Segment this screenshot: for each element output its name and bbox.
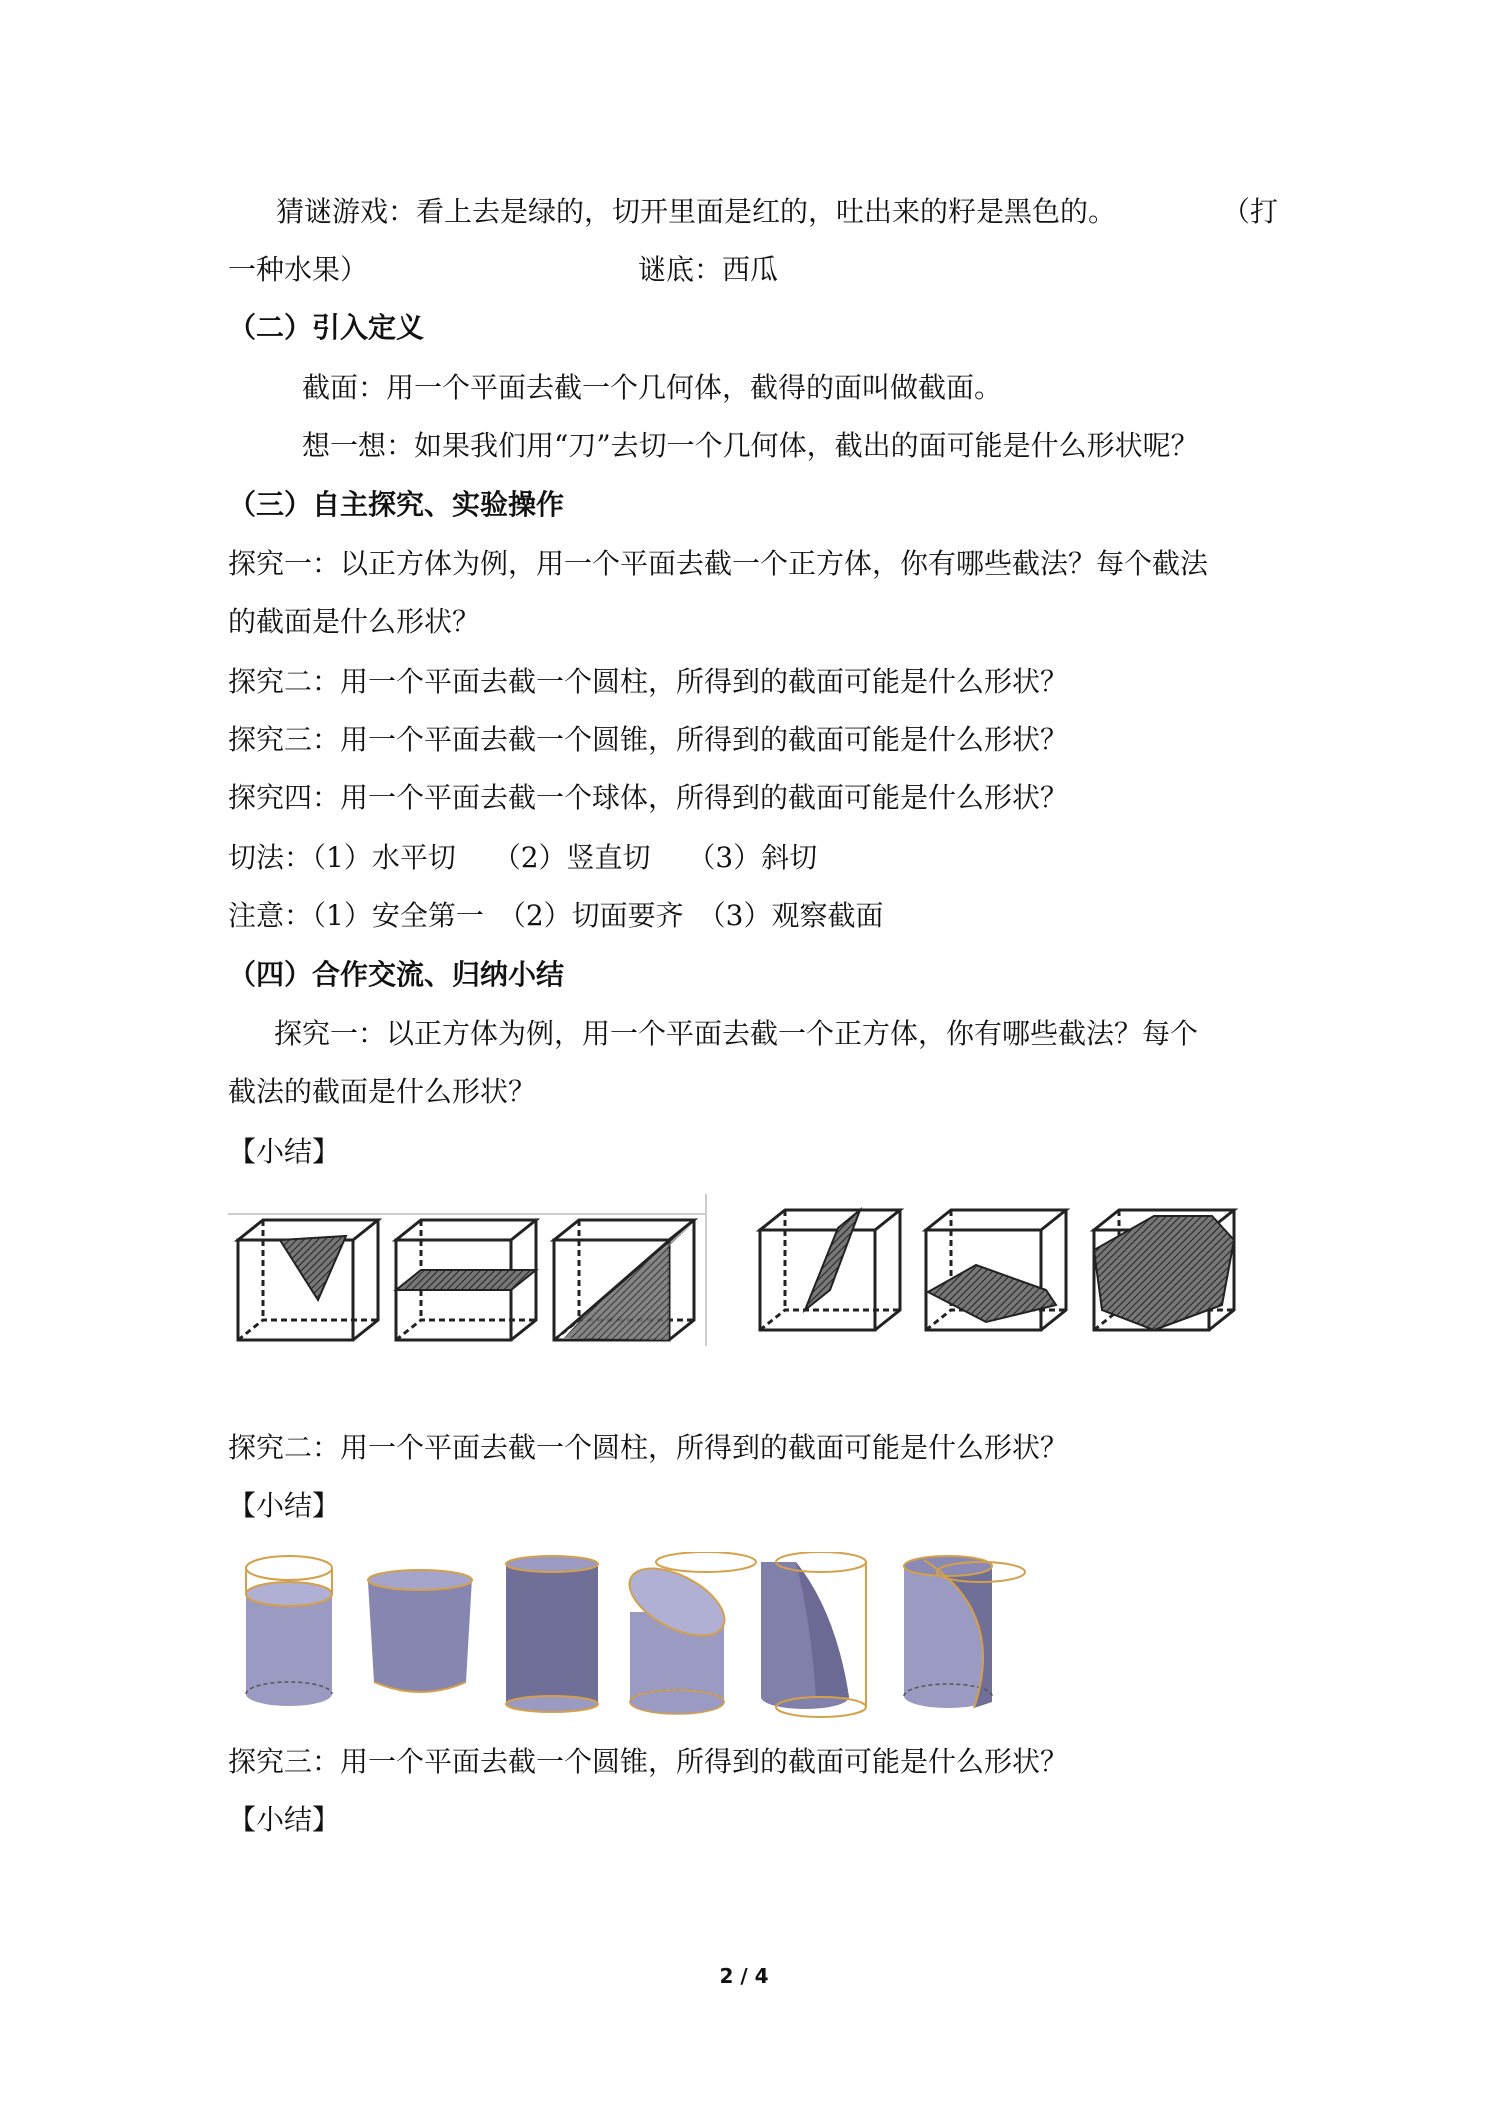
cube-sections-figure xyxy=(228,1190,1258,1350)
cylinder-curved-section xyxy=(904,1556,1025,1708)
explore2-text: 探究二：用一个平面去截一个圆柱，所得到的截面可能是什么形状？ xyxy=(228,665,1069,698)
summary-explore1-text-a: 探究一：以正方体为例，用一个平面去截一个正方体，你有哪些截法？每个 xyxy=(274,1017,1199,1050)
cylinder-circle-section xyxy=(246,1556,332,1706)
section-heading-4: （四）合作交流、归纳小结 xyxy=(228,958,565,991)
section-heading-3: （三）自主探究、实验操作 xyxy=(228,488,565,521)
think-text: 想一想：如果我们用“刀”去切一个几何体，截出的面可能是什么形状呢？ xyxy=(302,429,1199,462)
cube-parallelogram-section xyxy=(760,1210,900,1330)
riddle-text: 猜谜游戏：看上去是绿的，切开里面是红的，吐出来的籽是黑色的。 xyxy=(276,195,1117,228)
summary-label-2: 【小结】 xyxy=(228,1489,341,1522)
cube-hexagon-section xyxy=(1094,1210,1234,1330)
cylinder-tilted-ellipse-section xyxy=(368,1570,472,1692)
definition-text: 截面：用一个平面去截一个几何体，截得的面叫做截面。 xyxy=(302,371,1003,404)
cylinder-steep-oblique-section xyxy=(761,1552,866,1717)
cylinder-oblique-section xyxy=(619,1552,756,1714)
riddle-answer: 谜底：西瓜 xyxy=(638,253,779,286)
riddle-hint-open: （打 xyxy=(1222,195,1279,228)
summary-explore3-text: 探究三：用一个平面去截一个圆锥，所得到的截面可能是什么形状？ xyxy=(228,1745,1069,1778)
page-number: 2 / 4 xyxy=(719,1964,769,1988)
notes-text: 注意：（1）安全第一 （2）切面要齐 （3）观察截面 xyxy=(228,899,884,932)
cube-rectangle-section xyxy=(554,1220,694,1340)
summary-label-1: 【小结】 xyxy=(228,1135,341,1168)
riddle-hint-close: 一种水果） xyxy=(228,253,369,286)
summary-explore2-text: 探究二：用一个平面去截一个圆柱，所得到的截面可能是什么形状？ xyxy=(228,1431,1069,1464)
cube-triangle-section xyxy=(238,1220,378,1340)
section-heading-2: （二）引入定义 xyxy=(228,311,425,344)
cylinder-sections-figure xyxy=(236,1552,1086,1722)
summary-label-3: 【小结】 xyxy=(228,1803,341,1836)
cylinder-rectangle-section xyxy=(506,1556,598,1712)
summary-explore1-text-b: 截法的截面是什么形状？ xyxy=(228,1075,537,1108)
cube-pentagon-section xyxy=(926,1210,1066,1330)
explore4-text: 探究四：用一个平面去截一个球体，所得到的截面可能是什么形状？ xyxy=(228,781,1069,814)
explore3-text: 探究三：用一个平面去截一个圆锥，所得到的截面可能是什么形状？ xyxy=(228,723,1069,756)
explore1-text-a: 探究一：以正方体为例，用一个平面去截一个正方体，你有哪些截法？每个截法 xyxy=(228,547,1209,580)
cube-square-section xyxy=(396,1220,536,1340)
cut-methods-text: 切法：（1）水平切 （2）竖直切 （3）斜切 xyxy=(228,841,818,874)
explore1-text-b: 的截面是什么形状？ xyxy=(228,605,481,638)
